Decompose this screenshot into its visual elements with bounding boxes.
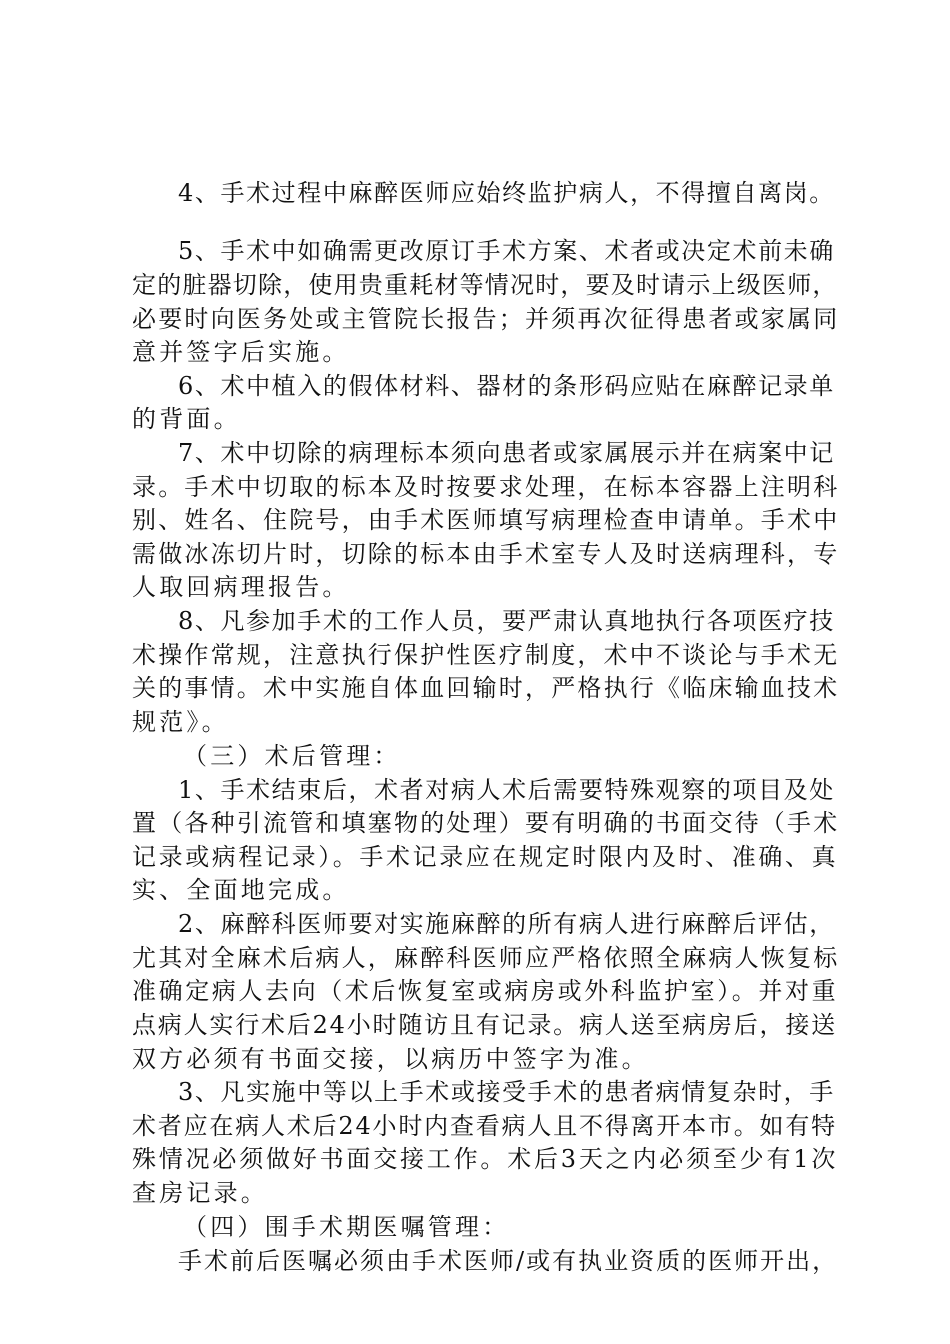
text-line: 意并签字后实施。 (132, 338, 350, 366)
text-line: 术者应在病人术后24小时内查看病人且不得离开本市。如有特 (132, 1112, 837, 1140)
text-line: 定的脏器切除，使用贵重耗材等情况时，要及时请示上级医师， (132, 271, 838, 299)
text-line: 人取回病理报告。 (132, 573, 350, 601)
text-line: 殊情况必须做好书面交接工作。术后3天之内必须至少有1次 (132, 1145, 839, 1173)
text-line: 点病人实行术后24小时随访且有记录。病人送至病房后，接送 (132, 1011, 837, 1039)
text-line: 需做冰冻切片时，切除的标本由手术室专人及时送病理科，专 (132, 540, 840, 568)
section-heading: （四）围手术期医嘱管理： (183, 1213, 510, 1241)
text-line: 准确定病人去向（术后恢复室或病房或外科监护室）。并对重 (132, 977, 839, 1005)
text-line: 2、麻醉科医师要对实施麻醉的所有病人进行麻醉后评估， (178, 910, 835, 938)
text-line: 双方必须有书面交接，以病历中签字为准。 (132, 1045, 649, 1073)
text-line: 规范》。 (132, 708, 229, 736)
text-line: 术操作常规，注意执行保护性医疗制度，术中不谈论与手术无 (132, 641, 840, 669)
text-line: 5、手术中如确需更改原订手术方案、术者或决定术前未确 (178, 237, 835, 265)
text-line: 8、凡参加手术的工作人员，要严肃认真地执行各项医疗技 (178, 607, 835, 635)
text-line: 1、手术结束后，术者对病人术后需要特殊观察的项目及处 (178, 776, 835, 804)
text-line: 实、全面地完成。 (132, 876, 350, 904)
text-line: 的背面。 (132, 405, 241, 433)
section-heading: （三）术后管理： (183, 742, 401, 770)
text-line: 必要时向医务处或主管院长报告；并须再次征得患者或家属同 (132, 305, 840, 333)
text-line: 7、术中切除的病理标本须向患者或家属展示并在病案中记 (178, 439, 835, 467)
text-line: 置（各种引流管和填塞物的处理）要有明确的书面交待（手术 (132, 809, 840, 837)
text-line: 4、手术过程中麻醉医师应始终监护病人，不得擅自离岗。 (178, 179, 835, 207)
text-line: 关的事情。术中实施自体血回输时，严格执行《临床输血技术 (132, 674, 840, 702)
text-line: 6、术中植入的假体材料、器材的条形码应贴在麻醉记录单 (178, 372, 835, 400)
text-line: 手术前后医嘱必须由手术医师/或有执业资质的医师开出， (178, 1247, 839, 1275)
text-line: 记录或病程记录）。手术记录应在规定时限内及时、准确、真 (132, 843, 839, 871)
text-line: 别、姓名、住院号，由手术医师填写病理检查申请单。手术中 (132, 506, 840, 534)
text-line: 录。手术中切取的标本及时按要求处理，在标本容器上注明科 (132, 473, 840, 501)
text-line: 尤其对全麻术后病人，麻醉科医师应严格依照全麻病人恢复标 (132, 944, 840, 972)
text-line: 3、凡实施中等以上手术或接受手术的患者病情复杂时，手 (178, 1078, 835, 1106)
text-line: 查房记录。 (132, 1179, 268, 1207)
